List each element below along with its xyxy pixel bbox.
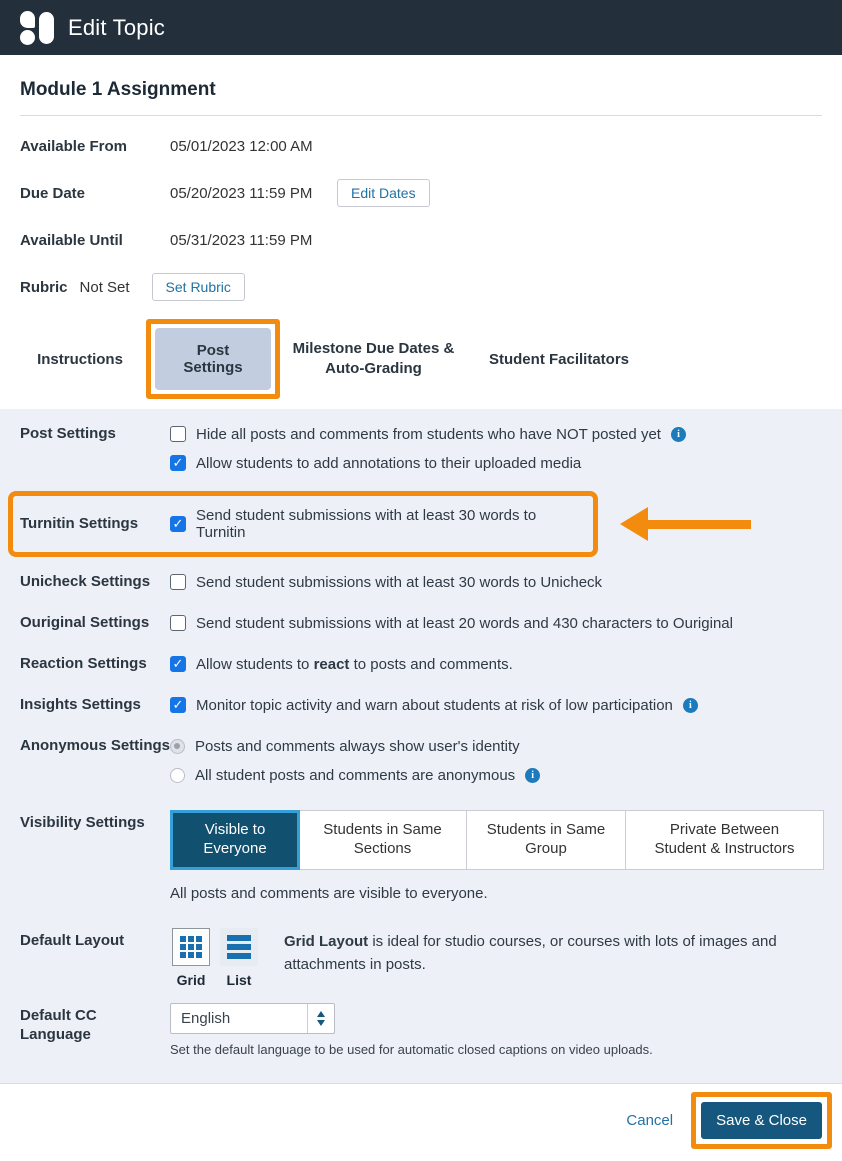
due-date-value: 05/20/2023 11:59 PM: [170, 184, 313, 202]
turnitin-checkbox[interactable]: [170, 516, 186, 532]
default-layout-row: [20, 928, 822, 988]
available-from-label: Available From: [20, 137, 127, 155]
select-spinner-icon[interactable]: [307, 1004, 334, 1033]
annotation-arrow-icon: [620, 507, 751, 541]
app-header: [0, 0, 842, 55]
insights-settings-label: Insights Settings: [20, 696, 141, 713]
turnitin-settings-row: [8, 491, 598, 557]
tab-student-facilitators[interactable]: Student Facilitators: [488, 350, 630, 368]
list-option-label: List: [226, 971, 252, 988]
edit-dates-button[interactable]: Edit Dates: [337, 179, 430, 207]
ouriginal-option: [170, 610, 822, 636]
topic-title: Module 1 Assignment: [20, 79, 216, 100]
save-and-close-button[interactable]: Save & Close: [701, 1102, 822, 1139]
layout-description: Grid Layout is ideal for studio courses, or courses with lots of images and attachments in posts.: [284, 932, 777, 973]
cc-language-select[interactable]: [170, 1003, 335, 1034]
title-divider: [20, 115, 822, 116]
unicheck-checkbox[interactable]: [170, 574, 186, 590]
annotations-text: Allow students to add annotations to their uploaded media: [196, 454, 582, 472]
anonymous-text: All student posts and comments are anonymous: [195, 766, 516, 784]
identity-text: Posts and comments always show user's identity: [195, 737, 520, 755]
reaction-text: Allow students to react to posts and comments.: [196, 655, 513, 673]
action-footer: [0, 1084, 842, 1161]
cc-language-description: Set the default language to be used for automatic closed captions on video uploads.: [170, 1041, 653, 1057]
due-date-row: [20, 179, 822, 207]
turnitin-text: Send student submissions with at least 30 words to Turnitin: [196, 507, 537, 541]
unicheck-settings-label: Unicheck Settings: [20, 573, 151, 590]
available-from-row: [20, 132, 822, 160]
info-icon[interactable]: i: [683, 698, 698, 713]
visibility-option-same-sections[interactable]: Students in Same Sections: [299, 811, 467, 869]
available-until-value: 05/31/2023 11:59 PM: [170, 231, 313, 249]
visibility-option-private[interactable]: Private Between Student & Instructors: [654, 821, 795, 857]
visibility-option-same-group[interactable]: Students in Same Group: [467, 811, 626, 869]
info-icon[interactable]: i: [671, 427, 686, 442]
post-settings-tab-highlight: [146, 319, 280, 399]
ouriginal-settings-row: [20, 610, 822, 636]
list-icon[interactable]: [220, 928, 258, 966]
topic-tabs: [20, 319, 822, 399]
due-date-label: Due Date: [20, 184, 86, 202]
grid-icon[interactable]: [172, 928, 210, 966]
ouriginal-settings-label: Ouriginal Settings: [20, 614, 150, 631]
turnitin-settings-label: Turnitin Settings: [20, 515, 139, 533]
info-icon[interactable]: i: [525, 768, 540, 783]
available-until-row: [20, 226, 822, 254]
annotations-option: [170, 450, 822, 476]
identity-radio[interactable]: [170, 739, 185, 754]
post-settings-row: [20, 421, 822, 476]
reaction-option: [170, 651, 822, 677]
visibility-option-everyone[interactable]: Visible to Everyone: [170, 810, 300, 870]
cc-language-value: English: [181, 1009, 231, 1027]
visibility-description: All posts and comments are visible to everyone.: [170, 884, 488, 902]
tab-milestone-due-dates[interactable]: Milestone Due Dates & Auto-Grading: [292, 339, 455, 377]
turnitin-annotation-box: [8, 491, 598, 557]
rubric-row: [20, 273, 822, 301]
hide-posts-checkbox[interactable]: [170, 426, 186, 442]
default-layout-label: Default Layout: [20, 931, 125, 949]
insights-settings-row: [20, 692, 822, 718]
cc-language-row: [20, 1003, 822, 1057]
insights-text: Monitor topic activity and warn about students at risk of low participation: [196, 696, 673, 714]
turnitin-option: [170, 507, 585, 541]
cancel-button[interactable]: Cancel: [626, 1111, 674, 1129]
ouriginal-text: Send student submissions with at least 20 words and 430 characters to Ouriginal: [196, 614, 733, 632]
grid-layout-option[interactable]: [170, 928, 212, 988]
app-logo-icon: [20, 11, 54, 45]
insights-option: [170, 692, 822, 718]
save-button-highlight: [691, 1092, 832, 1149]
rubric-label: Rubric: [20, 278, 68, 296]
annotations-checkbox[interactable]: [170, 455, 186, 471]
reaction-settings-label: Reaction Settings: [20, 655, 147, 672]
tab-instructions[interactable]: Instructions: [37, 350, 123, 368]
tab-post-settings[interactable]: Post Settings: [155, 328, 271, 390]
unicheck-option: [170, 569, 822, 595]
set-rubric-button[interactable]: Set Rubric: [152, 273, 245, 301]
reaction-settings-row: [20, 651, 822, 677]
visibility-settings-row: [20, 810, 822, 902]
list-layout-option[interactable]: [218, 928, 260, 988]
unicheck-settings-row: [20, 569, 822, 595]
visibility-settings-label: Visibility Settings: [20, 814, 145, 831]
anonymous-option: [170, 762, 822, 788]
post-settings-label: Post Settings: [20, 425, 116, 442]
anonymous-radio[interactable]: [170, 768, 185, 783]
anonymous-settings-row: [20, 733, 822, 788]
available-until-label: Available Until: [20, 231, 123, 249]
identity-option: [170, 733, 822, 759]
anonymous-settings-label: Anonymous Settings: [20, 737, 171, 754]
available-from-value: 05/01/2023 12:00 AM: [170, 137, 313, 155]
cc-language-label: Default CC Language: [20, 1006, 97, 1043]
insights-checkbox[interactable]: [170, 697, 186, 713]
unicheck-text: Send student submissions with at least 30 words to Unicheck: [196, 573, 603, 591]
rubric-value: Not Set: [79, 278, 130, 296]
grid-option-label: Grid: [176, 971, 206, 988]
ouriginal-checkbox[interactable]: [170, 615, 186, 631]
hide-posts-option: [170, 421, 822, 447]
visibility-segmented-control: [170, 810, 824, 870]
topic-summary-section: [0, 55, 842, 399]
post-settings-panel: [0, 409, 842, 1084]
page-header-title: Edit Topic: [68, 14, 165, 40]
hide-posts-text: Hide all posts and comments from students who have NOT posted yet: [196, 425, 661, 443]
reaction-checkbox[interactable]: [170, 656, 186, 672]
